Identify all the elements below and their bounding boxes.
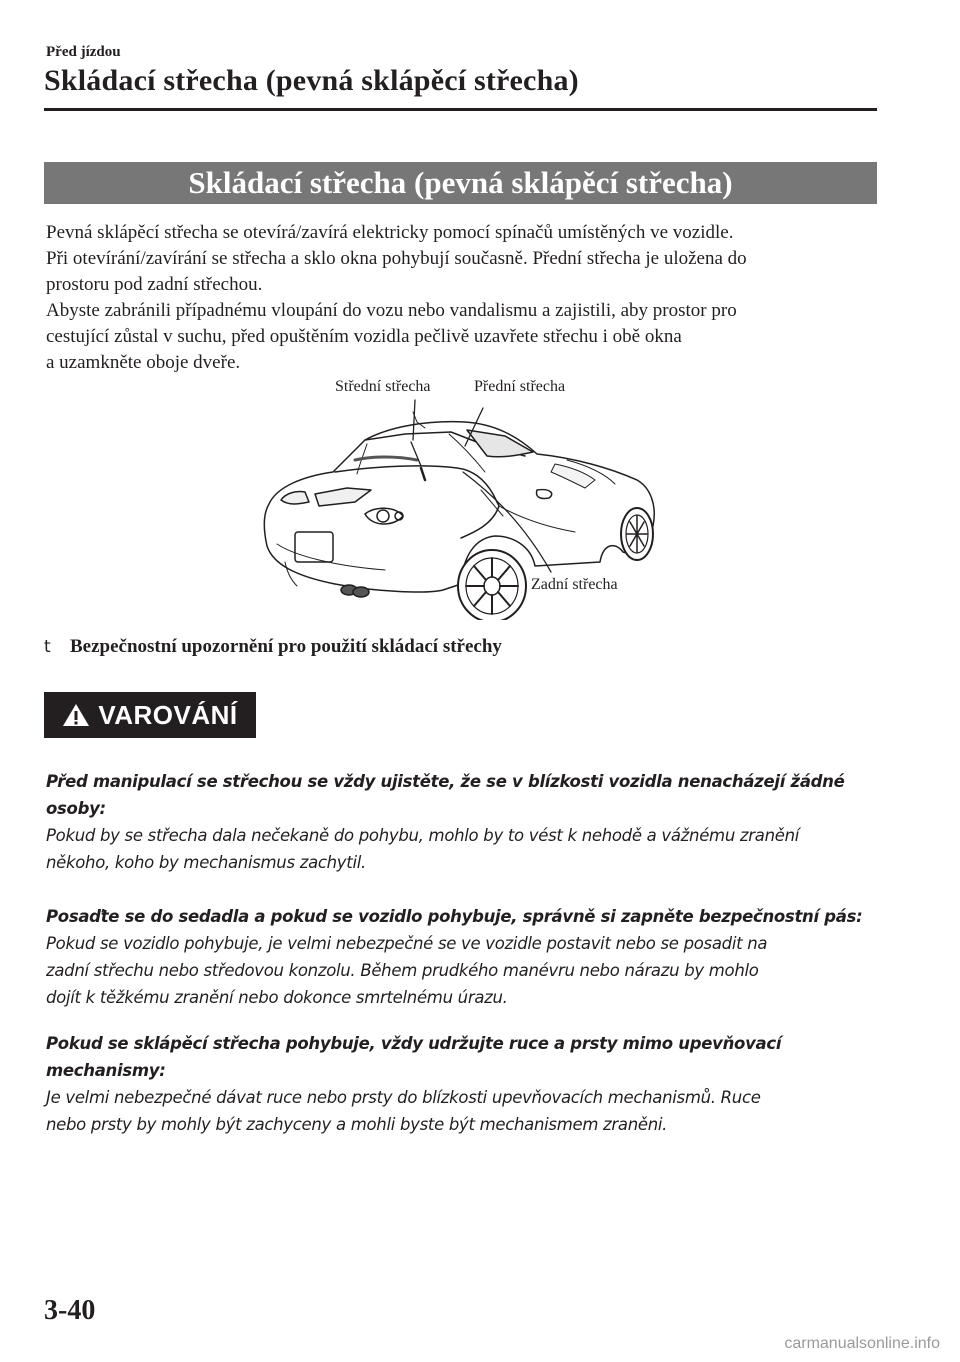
figure-label-rear-roof: Zadní střecha — [531, 576, 618, 593]
warning-item-text: Pokud by se střecha dala nečekaně do pohybu, mohlo by to vést k nehodě a vážnému zranění — [46, 826, 800, 845]
warning-item-heading: Posaďte se do sedadla a pokud se vozidlo pohybuje, správně si zapněte bezpečnostní pás: — [46, 907, 863, 926]
page-title: Skládací střecha (pevná sklápěcí střecha) — [44, 64, 579, 97]
warning-item-heading: Před manipulací se střechou se vždy ujistěte, že se v blízkosti vozidla nenacházejí žádné — [46, 772, 845, 791]
warning-badge — [44, 692, 256, 738]
warning-item — [46, 903, 886, 1011]
warning-item — [46, 1030, 886, 1138]
intro-line: Při otevírání/zavírání se střecha a sklo okna pohybují současně. Přední střecha je uložena do — [46, 248, 747, 269]
bullet-icon: t — [44, 637, 51, 657]
warning-item-heading: Pokud se sklápěcí střecha pohybuje, vždy udržujte ruce a prsty mimo upevňovací — [46, 1034, 782, 1053]
warning-item — [46, 768, 886, 876]
subheading-text: Bezpečnostní upozornění pro použití skládací střechy — [70, 636, 502, 657]
safety-subheading — [44, 636, 502, 658]
watermark-link[interactable]: carmanualsonline.info — [784, 1335, 940, 1352]
car-roof-figure — [255, 376, 655, 620]
page-number: 3-40 — [44, 1295, 96, 1326]
intro-line: cestující zůstal v suchu, před opuštěním vozidla pečlivě uzavřete střechu i obě okna — [46, 326, 682, 347]
section-label: Před jízdou — [46, 44, 121, 60]
intro-line: a uzamkněte oboje dveře. — [46, 352, 241, 373]
warning-item-text: Je velmi nebezpečné dávat ruce nebo prsty do blízkosti upevňovacích mechanismů. Ruce — [46, 1088, 761, 1107]
warning-item-text: někoho, koho by mechanismus zachytil. — [46, 853, 366, 872]
section-banner: Skládací střecha (pevná sklápěcí střecha) — [44, 162, 877, 204]
intro-line: prostoru pod zadní střechou. — [46, 274, 263, 295]
warning-item-heading: osoby: — [46, 799, 106, 818]
warning-item-text: zadní střechu nebo středovou konzolu. Během prudkého manévru nebo nárazu by mohlo — [46, 961, 759, 980]
warning-item-heading: mechanismy: — [46, 1061, 166, 1080]
figure-label-front-roof: Přední střecha — [474, 378, 566, 395]
warning-triangle-icon — [62, 703, 90, 727]
warning-item-text: nebo prsty by mohly být zachyceny a mohli byste být mechanismem zraněni. — [46, 1115, 668, 1134]
intro-line: Pevná sklápěcí střecha se otevírá/zavírá elektricky pomocí spínačů umístěných ve vozidle. — [46, 222, 734, 243]
intro-line: Abyste zabránili případnému vloupání do vozu nebo vandalismu a zajistili, aby prostor pro — [46, 300, 737, 321]
warning-item-text: dojít k těžkému zranění nebo dokonce smrtelnému úrazu. — [46, 988, 508, 1007]
warning-item-text: Pokud se vozidlo pohybuje, je velmi nebezpečné se ve vozidle postavit nebo se posadit na — [46, 934, 768, 953]
figure-label-middle-roof: Střední střecha — [335, 378, 431, 395]
title-divider — [44, 108, 877, 111]
warning-label: VAROVÁNÍ — [98, 699, 238, 730]
